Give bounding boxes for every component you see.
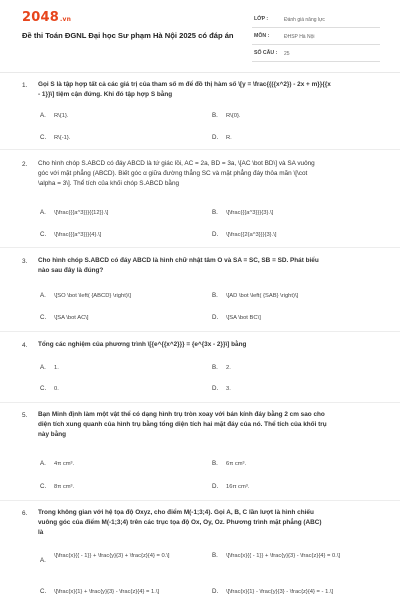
- option-letter: B.: [212, 292, 218, 299]
- option-text: 2.: [226, 365, 231, 371]
- logo-suffix: .vn: [59, 16, 72, 23]
- question-divider: [0, 331, 400, 332]
- option-letter: B.: [212, 112, 218, 119]
- option-text: 3.: [226, 386, 231, 392]
- option-b[interactable]: [212, 209, 273, 216]
- option-d[interactable]: [212, 483, 249, 490]
- option-b[interactable]: [212, 292, 298, 299]
- option-letter: B.: [212, 364, 218, 371]
- option-d[interactable]: [212, 385, 231, 392]
- option-text: \[\frac{x}{1} + \frac{y}{3} - \frac{z}{4} = 1.\]: [54, 589, 160, 595]
- info-value: Đánh giá năng lực: [284, 16, 325, 23]
- question-line: vuông góc của điểm M(-1;3;4) trên các trục tọa độ Ox, Oy, Oz. Phương trình mặt phẳng (ABC): [38, 519, 322, 526]
- option-b[interactable]: [212, 460, 246, 467]
- question-number: 4.: [22, 342, 28, 349]
- question-divider: [0, 149, 400, 150]
- option-letter: A.: [40, 460, 46, 467]
- option-c[interactable]: [40, 483, 74, 490]
- option-d[interactable]: [212, 588, 333, 595]
- question-number: 3.: [22, 258, 28, 265]
- option-text: 8π cm³.: [54, 484, 75, 490]
- option-d[interactable]: [212, 134, 232, 141]
- option-letter: D.: [212, 588, 219, 595]
- option-text: 1.: [54, 365, 59, 371]
- option-text: R\{0}.: [226, 113, 241, 119]
- option-a[interactable]: [40, 364, 59, 371]
- option-c[interactable]: [40, 231, 101, 238]
- option-letter: C.: [40, 134, 47, 141]
- question-line: Trong không gian với hệ tọa độ Oxyz, cho điểm M(-1;3;4). Gọi A, B, C lần lượt là hình chiếu: [38, 509, 314, 516]
- option-letter: D.: [212, 134, 219, 141]
- info-row-subject: [252, 31, 380, 45]
- option-text: \[\frac{x}{1} - \frac{y}{3} - \frac{z}{4} = - 1.\]: [226, 589, 334, 595]
- option-letter: D.: [212, 231, 219, 238]
- option-text: R.: [226, 135, 232, 141]
- option-text: \[AD \bot \left( {SAB} \right)\]: [226, 293, 299, 299]
- question-number: 5.: [22, 412, 28, 419]
- exam-header: [0, 0, 400, 72]
- info-value: 25: [284, 50, 290, 57]
- option-text: \[\frac{{{a^3}}}{3}.\]: [226, 210, 274, 216]
- option-text: \[\frac{x}{{ - 1}} + \frac{y}{3} - \frac{z}{4} = 0.\]: [226, 553, 341, 559]
- info-value: ĐHSP Hà Nội: [284, 33, 315, 40]
- option-letter: C.: [40, 314, 47, 321]
- option-letter: D.: [212, 385, 219, 392]
- question-divider: [0, 402, 400, 403]
- info-label: SỐ CÂU :: [254, 50, 278, 56]
- option-text: \[SO \bot \left( {ABCD} \right)\]: [54, 293, 131, 299]
- option-d[interactable]: [212, 231, 276, 238]
- option-text: R\{1}.: [54, 113, 69, 119]
- question-line: Bạn Minh định làm một vật thể có dạng hình trụ tròn xoay với bán kính đáy bằng 2 cm sao cho: [38, 411, 325, 418]
- question-number: 2.: [22, 161, 28, 168]
- option-text: 16π cm³.: [226, 484, 250, 490]
- question-divider: [0, 500, 400, 501]
- option-text: R\{-1}.: [54, 135, 71, 141]
- option-c[interactable]: [40, 314, 88, 321]
- header-divider: [0, 72, 400, 73]
- option-c[interactable]: [40, 588, 159, 595]
- question-line: nào sau đây là đúng?: [38, 267, 104, 274]
- question-divider: [0, 247, 400, 248]
- question-text: [38, 508, 383, 538]
- question-line: - 1}}\] tiệm cận đứng. Khi đó tập hợp S bằng: [38, 91, 173, 98]
- logo-main: 2048: [22, 10, 59, 25]
- option-b[interactable]: [212, 552, 361, 561]
- exam-title: Đề thi Toán ĐGNL Đại học Sư phạm Hà Nội 2025 có đáp án: [22, 31, 234, 40]
- option-b[interactable]: [212, 364, 231, 371]
- question-text: [38, 80, 383, 100]
- question-line: này bằng: [38, 431, 67, 438]
- option-letter: C.: [40, 483, 47, 490]
- info-label: LỚP :: [254, 16, 269, 22]
- option-letter: A.: [40, 209, 46, 216]
- question-text: [38, 256, 383, 276]
- option-text: 0.: [54, 386, 59, 392]
- option-text: \[SA \bot BC\]: [226, 315, 261, 321]
- option-a[interactable]: [40, 460, 74, 467]
- question-line: diện tích xung quanh của hình trụ bằng tổng diện tích hai mặt đáy của nó. Thể tích của khối trụ: [38, 421, 327, 428]
- option-a[interactable]: [40, 112, 69, 119]
- option-b[interactable]: [212, 112, 241, 119]
- option-letter: A.: [40, 557, 46, 564]
- question-line: Cho hình chóp S.ABCD có đáy ABCD là tứ giác lồi, AC = 2a, BD = 3a, \[AC \bot BD\] và SA vuông: [38, 160, 315, 167]
- info-row-count: [252, 48, 380, 62]
- option-letter: C.: [40, 588, 47, 595]
- question-line: Tổng các nghiệm của phương trình \[{e^{{x^2}}} = {e^{3x - 2}}\] bằng: [38, 341, 247, 348]
- option-letter: A.: [40, 364, 46, 371]
- option-text: \[SA \bot AC\]: [54, 315, 89, 321]
- option-c[interactable]: [40, 385, 59, 392]
- option-letter: A.: [40, 292, 46, 299]
- option-letter: C.: [40, 385, 47, 392]
- question-number: 1.: [22, 82, 28, 89]
- info-label: MÔN :: [254, 33, 270, 39]
- option-text: 6π cm³.: [226, 461, 247, 467]
- question-line: \alpha = 3\]. Thể tích của khối chóp S.ABCD bằng: [38, 180, 180, 187]
- question-line: là: [38, 529, 44, 536]
- option-a[interactable]: [40, 209, 108, 216]
- option-text: \[\frac{{{a^3}}}{4}.\]: [54, 232, 102, 238]
- site-logo[interactable]: [22, 10, 71, 25]
- option-letter: C.: [40, 231, 47, 238]
- option-letter: B.: [212, 209, 218, 216]
- option-letter: D.: [212, 314, 219, 321]
- question-text: [38, 159, 383, 189]
- option-text: \[\frac{{2{a^3}}}{3}.\]: [226, 232, 277, 238]
- option-text: 4π cm³.: [54, 461, 75, 467]
- option-letter: B.: [212, 460, 218, 467]
- question-text: [38, 410, 383, 440]
- question-line: Cho hình chóp S.ABCD có đáy ABCD là hình chữ nhật tâm O và SA = SC, SB = SD. Phát biểu: [38, 257, 319, 264]
- question-line: góc với mặt phẳng (ABCD). Biết góc α giữa đường thẳng SC và mặt phẳng đáy thỏa mãn \[\cot: [38, 170, 308, 177]
- option-text: \[\frac{x}{{ - 1}} + \frac{y}{3} + \frac{z}{4} = 0.\]: [54, 553, 170, 559]
- option-a[interactable]: [40, 292, 131, 299]
- option-text: \[\frac{{{a^3}}}{{12}}.\]: [54, 210, 109, 216]
- exam-info: [252, 14, 380, 62]
- question-text: [38, 340, 383, 350]
- option-d[interactable]: [212, 314, 261, 321]
- option-letter: A.: [40, 112, 46, 119]
- question-line: Gọi S là tập hợp tất cả các giá trị của tham số m để đồ thị hàm số \[y = \frac{{({x^2}) - 2x + m}}{{x: [38, 81, 331, 88]
- option-c[interactable]: [40, 134, 70, 141]
- option-letter: D.: [212, 483, 219, 490]
- option-a[interactable]: [40, 552, 189, 564]
- info-row-class: [252, 14, 380, 28]
- question-number: 6.: [22, 510, 28, 517]
- option-letter: B.: [212, 552, 218, 559]
